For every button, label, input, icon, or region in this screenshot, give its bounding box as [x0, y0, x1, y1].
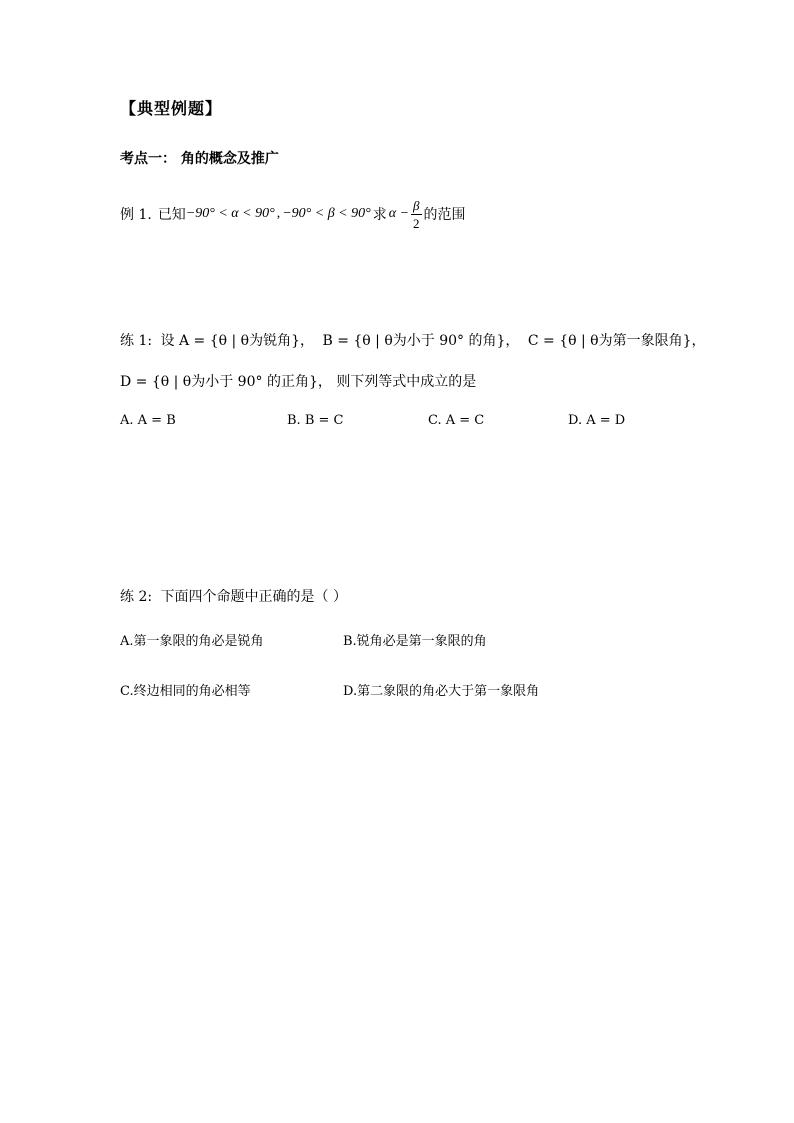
- example-1: [120, 196, 466, 232]
- practice-2-question: 下面四个命题中正确的是（ ）: [160, 589, 347, 605]
- practice-1-option-d: D. A = D: [568, 413, 626, 428]
- practice-1-question: 则下列等式中成立的是: [336, 374, 477, 390]
- section-heading: 【典型例题】: [120, 99, 223, 118]
- practice-2-option-d: D.第二象限的角必大于第一象限角: [343, 684, 540, 699]
- practice-2-option-b: B.锐角必是第一象限的角: [343, 634, 487, 649]
- example-1-beta-inequality: −90° < β < 90°: [282, 206, 371, 221]
- set-c-definition: C = {θ | θ为第一象限角}，: [527, 333, 706, 349]
- practice-1-line-1: [120, 330, 706, 350]
- example-1-separator: ,: [276, 206, 281, 221]
- practice-1-option-a: A. A = B: [120, 413, 176, 428]
- example-1-end-text: 的范围: [423, 207, 466, 223]
- beta-over-two-fraction: [411, 199, 421, 230]
- fraction-numerator: β: [413, 197, 420, 213]
- fraction-denominator: 2: [413, 215, 420, 231]
- practice-1-line-2: [120, 371, 476, 391]
- set-d-definition: D = {θ | θ为小于 90° 的正角}，: [120, 374, 332, 390]
- topic-heading: 考点一： 角的概念及推广: [120, 151, 279, 167]
- practice-1-option-b: B. B = C: [287, 413, 344, 428]
- practice-2-option-a: A.第一象限的角必是锐角: [120, 634, 264, 649]
- example-1-alpha-expression: α −: [388, 206, 410, 221]
- example-1-label: 例 1.: [120, 207, 152, 223]
- example-1-alpha-inequality: −90° < α < 90°: [185, 206, 275, 221]
- practice-2-label: 练 2:: [120, 589, 153, 605]
- practice-2-option-c: C.终边相同的角必相等: [120, 684, 251, 699]
- practice-2-question-line: [120, 586, 347, 606]
- practice-1-label: 练 1:: [120, 333, 153, 349]
- example-1-known-text: 已知: [157, 207, 186, 223]
- example-1-ask-text: 求: [372, 207, 387, 223]
- set-a-definition: 设 A = {θ | θ为锐角}，: [160, 333, 315, 349]
- practice-1-option-c: C. A = C: [428, 413, 485, 428]
- set-b-definition: B = {θ | θ为小于 90° 的角}，: [322, 333, 520, 349]
